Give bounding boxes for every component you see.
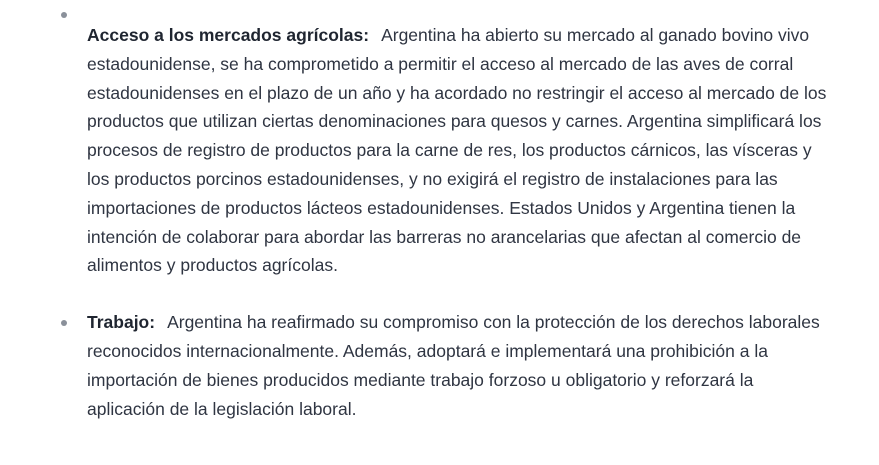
item-heading: Acceso a los mercados agrícolas: xyxy=(87,25,370,45)
list-item-labor xyxy=(0,308,879,423)
bullet-icon xyxy=(61,12,67,18)
item-text: Argentina ha reafirmado su compromiso con la protección de los derechos laborales reconocidos internacionalmente. Además, adoptará e implementará una prohibición a la importación de bienes producidos mediante trabajo forzoso u obligatorio y reforzará la aplicación de la legislación laboral. xyxy=(87,312,820,419)
item-heading: Trabajo: xyxy=(87,312,156,333)
item-text: Argentina ha abierto su mercado al ganado bovino vivo estadounidense, se ha comprometido a permitir el acceso al mercado de las aves de corral estadounidenses en el plazo de un año y ha acordado no restringir el acceso al mercado de los productos que utilizan ciertas denominaciones para quesos y carnes. Argentina simplificará los procesos de registro de productos para la carne de res, los productos cárnicos, las vísceras y los productos porcinos estadounidenses, y no exigirá el registro de instalaciones para las importaciones de productos lácteos estadounidenses. Estados Unidos y Argentina tienen la intención de colaborar para abordar las barreras no arancelarias que afectan al comercio de alimentos y productos agrícolas. xyxy=(87,25,827,276)
bullet-icon xyxy=(61,320,67,326)
